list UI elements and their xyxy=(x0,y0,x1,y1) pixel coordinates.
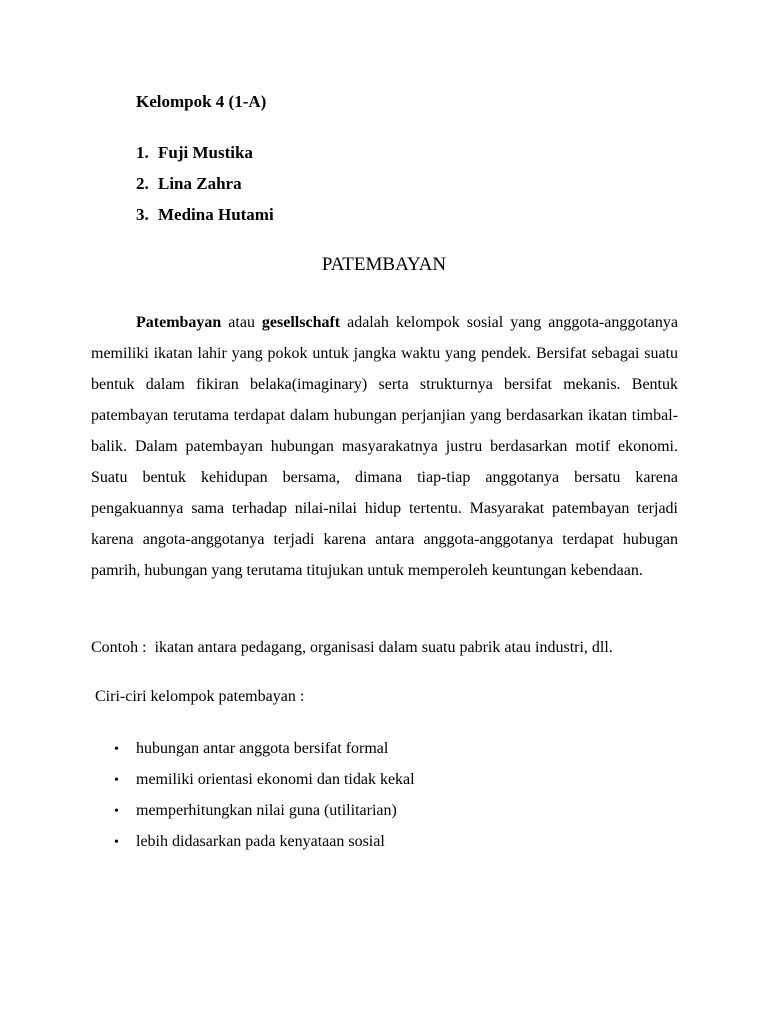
member-name: Lina Zahra xyxy=(158,174,242,193)
member-list xyxy=(136,142,274,235)
list-item xyxy=(114,769,415,800)
document-title: PATEMBAYAN xyxy=(321,254,447,275)
example-text: Contoh : ikatan antara pedagang, organisasi dalam suatu pabrik atau industri, dll. xyxy=(91,639,613,656)
list-item xyxy=(114,738,415,769)
list-item xyxy=(114,831,415,862)
member-item xyxy=(136,204,274,235)
member-number: 1. xyxy=(136,143,149,162)
list-item-text: lebih didasarkan pada kenyataan sosial xyxy=(136,833,385,850)
conjunction-text: atau xyxy=(221,314,262,331)
list-item-text: hubungan antar anggota bersifat formal xyxy=(136,740,389,757)
term-gesellschaft: gesellschaft xyxy=(261,314,341,331)
list-item xyxy=(114,800,415,831)
characteristics-heading: Ciri-ciri kelompok patembayan : xyxy=(95,688,305,705)
definition-paragraph xyxy=(91,307,678,586)
member-name: Fuji Mustika xyxy=(158,143,253,162)
bullet-icon: • xyxy=(114,773,119,788)
list-item-text: memperhitungkan nilai guna (utilitarian) xyxy=(136,802,397,819)
paragraph-body: adalah kelompok sosial yang anggota-anggotanya memiliki ikatan lahir yang pokok untuk jangka waktu yang pendek. Bersifat sebagai suatu bentuk dalam fikiran belaka(imaginary) serta strukturnya bersifat mekanis. Bentuk patembayan terutama terdapat dalam hubungan perjanjian yang berdasarkan ikatan timbal-balik. Dalam patembayan hubungan masyarakatnya justru berdasarkan motif ekonomi. Suatu bentuk kehidupan bersama, dimana tiap-tiap anggotanya bersatu karena pengakuannya sama terhadap nilai-nilai hidup tertentu. Masyarakat patembayan terjadi karena angota-anggotanya terjadi karena antara anggota-anggotanya terdapat hubugan pamrih, hubungan yang terutama titujukan untuk memperoleh keuntungan kebendaan. xyxy=(91,314,678,579)
member-item xyxy=(136,173,274,204)
bullet-icon: • xyxy=(114,835,119,850)
characteristics-list xyxy=(114,738,415,862)
bullet-icon: • xyxy=(114,742,119,757)
list-item-text: memiliki orientasi ekonomi dan tidak kekal xyxy=(136,771,415,788)
group-title: Kelompok 4 (1-A) xyxy=(136,92,267,111)
bullet-icon: • xyxy=(114,804,119,819)
member-number: 2. xyxy=(136,174,149,193)
term-patembayan: Patembayan xyxy=(136,314,222,331)
member-item xyxy=(136,142,274,173)
member-number: 3. xyxy=(136,205,149,224)
member-name: Medina Hutami xyxy=(158,205,274,224)
